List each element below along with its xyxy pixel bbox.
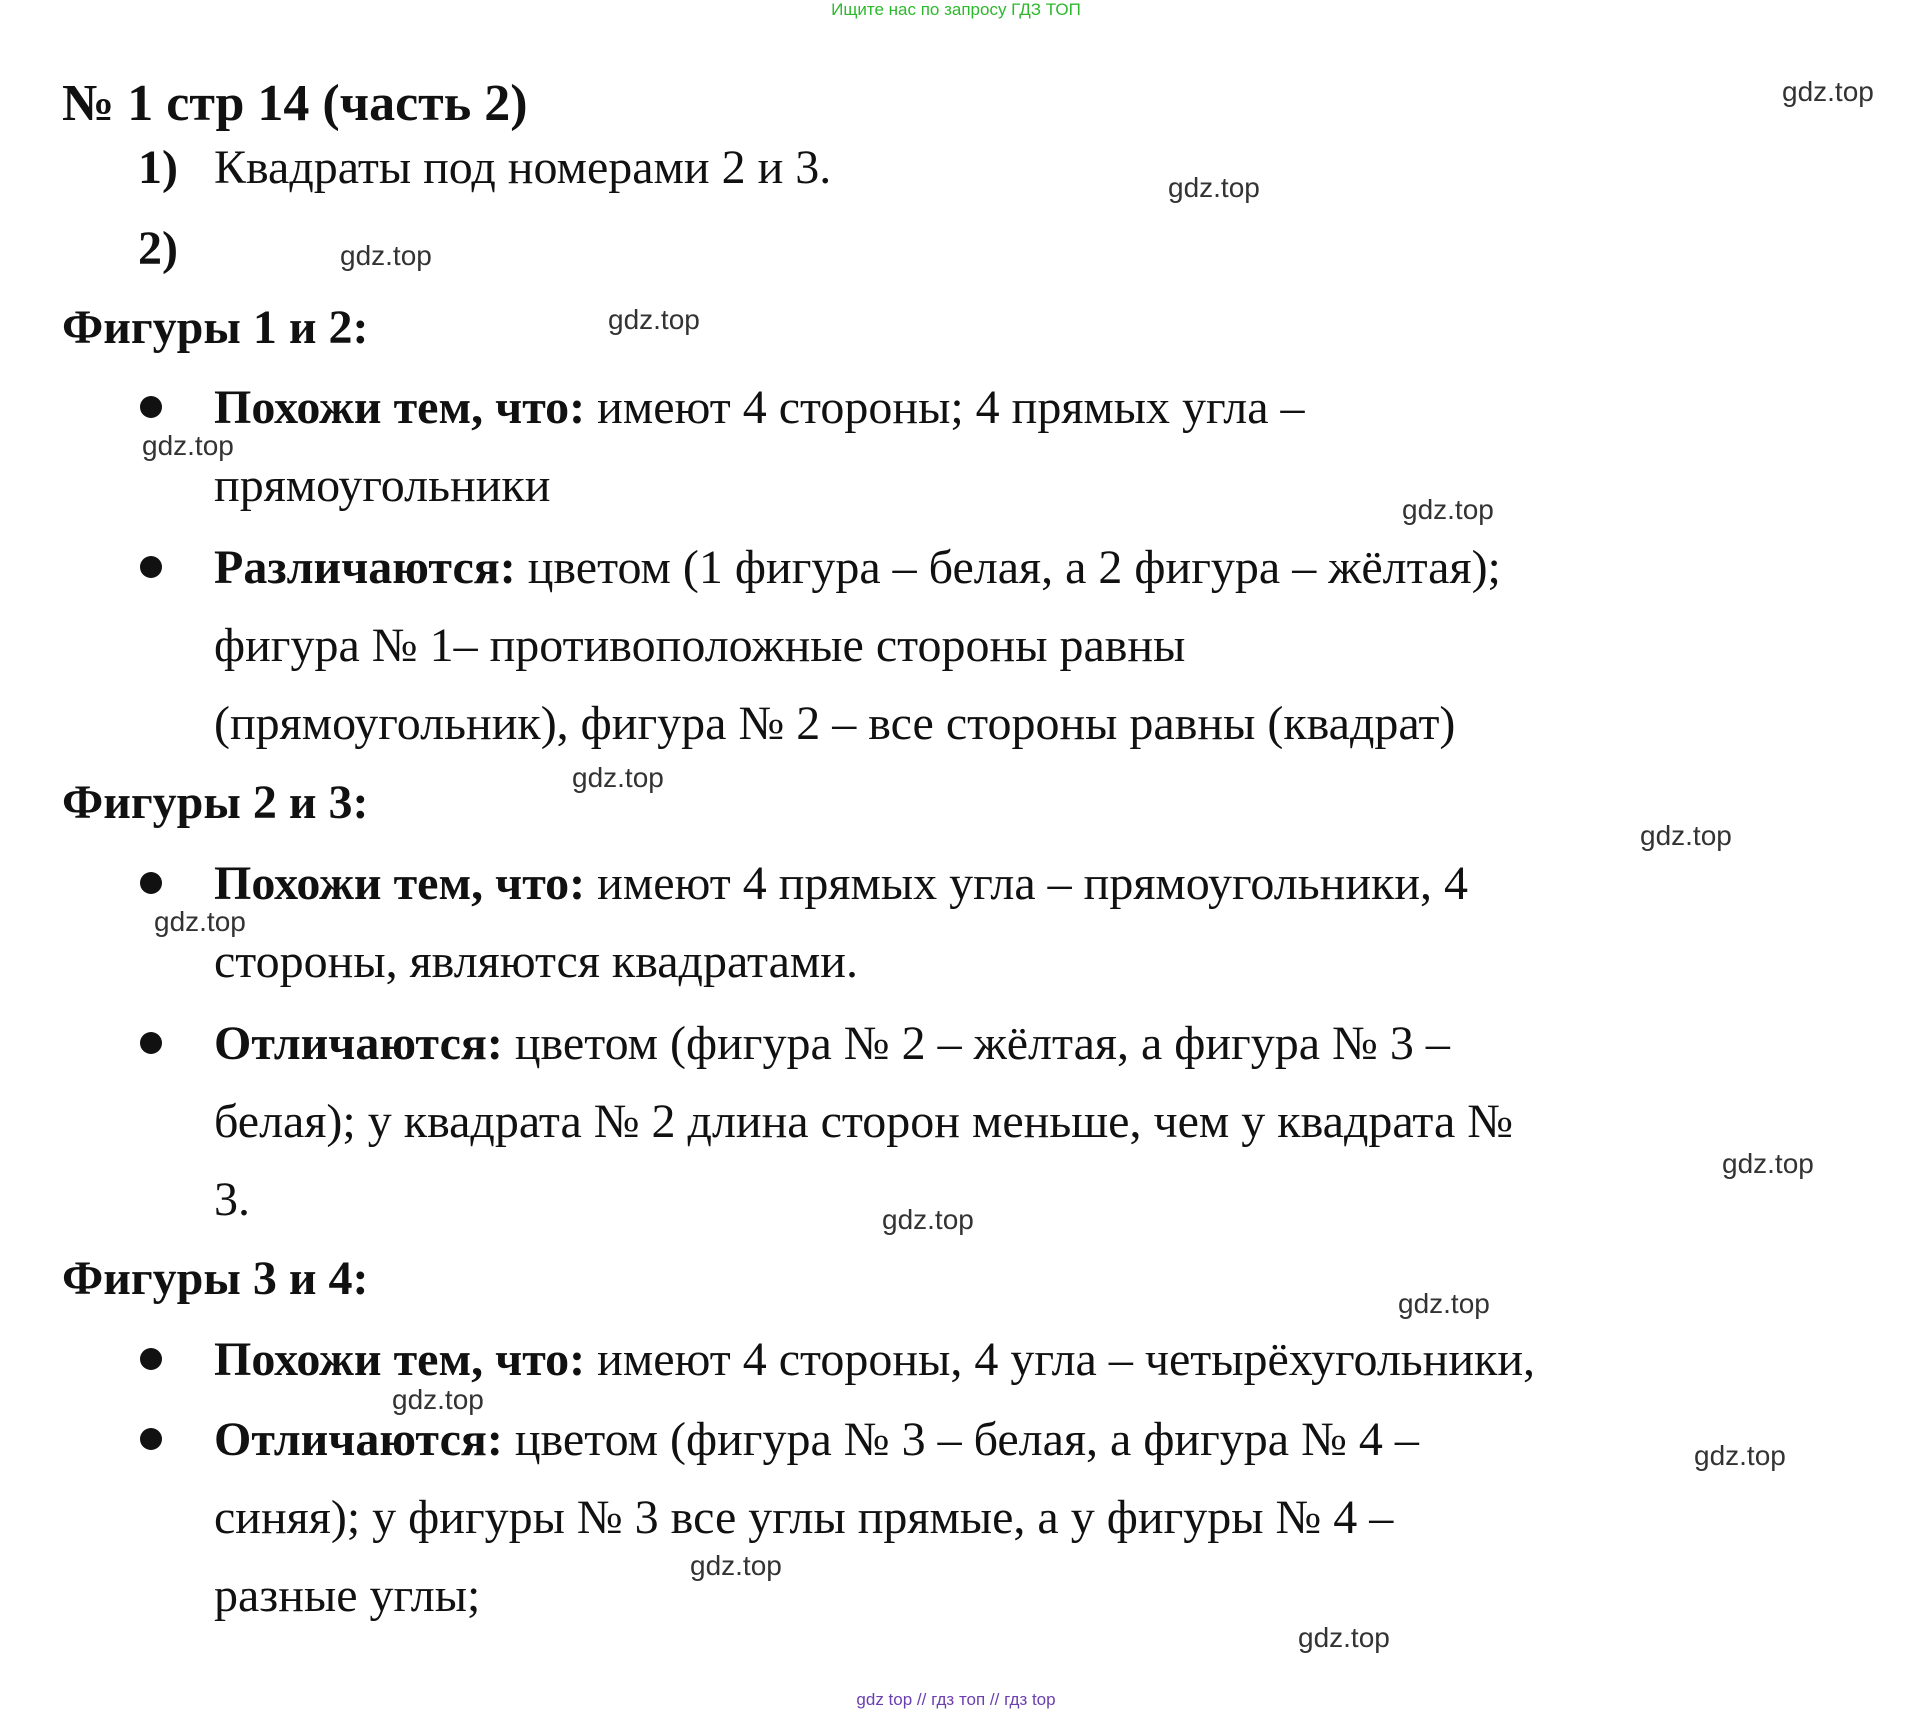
section-3-differ (214, 1413, 1419, 1466)
section-2-differ-line-3: 3. (214, 1173, 250, 1226)
watermark: gdz.top (142, 430, 234, 461)
differ-label: Различаются: (214, 541, 516, 594)
section-3-heading: Фигуры 3 и 4: (62, 1252, 369, 1305)
section-1-differ (214, 541, 1501, 594)
watermark: gdz.top (882, 1204, 974, 1235)
section-2-heading: Фигуры 2 и 3: (62, 776, 369, 829)
watermark: gdz.top (392, 1384, 484, 1415)
section-1-differ-line-2: фигура № 1– противоположные стороны равны (214, 619, 1186, 672)
bullet (140, 1348, 162, 1370)
section-2-similar (214, 857, 1469, 910)
differ-text: цветом (фигура № 2 – жёлтая, а фигура № 3 – (514, 1017, 1450, 1070)
watermark: gdz.top (608, 304, 700, 335)
section-1-similar-line-2: прямоугольники (214, 459, 551, 512)
differ-text: цветом (фигура № 3 – белая, а фигура № 4 – (514, 1413, 1419, 1466)
bullet (140, 1032, 162, 1054)
differ-label: Отличаются: (214, 1413, 503, 1466)
item-1-number: 1) (138, 141, 178, 194)
watermark: gdz.top (1398, 1288, 1490, 1319)
watermark: gdz.top (572, 762, 664, 793)
watermark: gdz.top (1722, 1148, 1814, 1179)
differ-text: цветом (1 фигура – белая, а 2 фигура – жёлтая); (527, 541, 1501, 594)
similar-label: Похожи тем, что: (214, 381, 586, 434)
similar-text: имеют 4 стороны; 4 прямых угла – (597, 381, 1305, 434)
section-3-similar (214, 1333, 1536, 1386)
similar-text: имеют 4 стороны, 4 угла – четырёхугольники, (597, 1333, 1536, 1386)
top-banner: Ищите нас по запросу ГДЗ ТОП (831, 0, 1081, 19)
similar-text: имеют 4 прямых угла – прямоугольники, 4 (597, 857, 1469, 910)
section-2-differ-line-2: белая); у квадрата № 2 длина сторон меньше, чем у квадрата № (214, 1095, 1514, 1148)
bullet (140, 556, 162, 578)
watermark: gdz.top (1402, 494, 1494, 525)
section-3-differ-line-3: разные углы; (214, 1569, 481, 1622)
watermark: gdz.top (690, 1550, 782, 1581)
watermark: gdz.top (1168, 172, 1260, 203)
page-title: № 1 стр 14 (часть 2) (62, 75, 528, 132)
section-1-differ-line-3: (прямоугольник), фигура № 2 – все стороны равны (квадрат) (214, 697, 1456, 750)
bullet (140, 872, 162, 894)
section-3-differ-line-2: синяя); у фигуры № 3 все углы прямые, а у фигуры № 4 – (214, 1491, 1394, 1544)
bullet (140, 396, 162, 418)
item-1-text: Квадраты под номерами 2 и 3. (214, 141, 832, 194)
watermark: gdz.top (154, 906, 246, 937)
differ-label: Отличаются: (214, 1017, 503, 1070)
similar-label: Похожи тем, что: (214, 857, 586, 910)
item-2-number: 2) (138, 222, 178, 275)
watermark: gdz.top (340, 240, 432, 271)
similar-label: Похожи тем, что: (214, 1333, 586, 1386)
section-2-differ (214, 1017, 1450, 1070)
watermark: gdz.top (1640, 820, 1732, 851)
watermark: gdz.top (1694, 1440, 1786, 1471)
section-2-similar-line-2: стороны, являются квадратами. (214, 935, 858, 988)
section-1-heading: Фигуры 1 и 2: (62, 301, 369, 354)
bullet (140, 1428, 162, 1450)
bottom-banner: gdz top // гдз топ // гдз top (856, 1690, 1056, 1709)
watermark: gdz.top (1298, 1622, 1390, 1653)
section-1-similar (214, 381, 1305, 434)
watermark: gdz.top (1782, 76, 1874, 107)
